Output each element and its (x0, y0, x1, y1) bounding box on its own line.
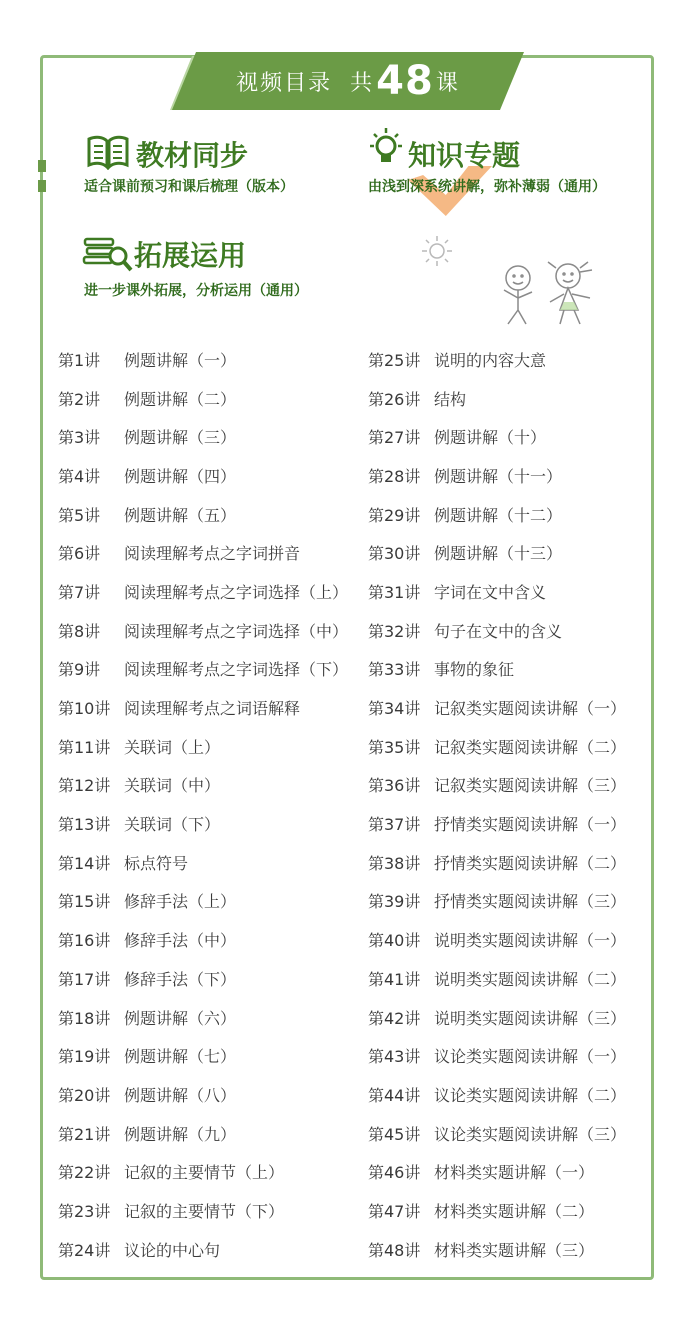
lesson-number: 第15讲 (58, 892, 111, 912)
lesson-number: 第6讲 (58, 544, 101, 564)
lesson-title: 阅读理解考点之字词选择（下） (124, 660, 349, 680)
lesson-item[interactable] (368, 650, 626, 689)
lesson-item[interactable] (58, 727, 348, 766)
lesson-title: 关联词（中） (124, 776, 221, 796)
lesson-title: 例题讲解（二） (124, 389, 237, 409)
lesson-item[interactable] (58, 572, 348, 611)
lesson-title: 例题讲解（一） (124, 350, 237, 370)
lesson-number: 第37讲 (368, 815, 421, 835)
lesson-number: 第25讲 (368, 350, 421, 370)
lesson-number: 第40讲 (368, 931, 421, 951)
lesson-number: 第42讲 (368, 1008, 421, 1028)
lesson-item[interactable] (368, 1075, 626, 1114)
lesson-item[interactable] (58, 1152, 348, 1191)
lesson-number: 第32讲 (368, 621, 421, 641)
lesson-item[interactable] (368, 379, 626, 418)
lesson-item[interactable] (58, 340, 348, 379)
lesson-number: 第3讲 (58, 428, 101, 448)
lesson-number: 第7讲 (58, 582, 101, 602)
lesson-number: 第34讲 (368, 699, 421, 719)
lesson-number: 第26讲 (368, 389, 421, 409)
lesson-title: 例题讲解（六） (124, 1008, 237, 1028)
lesson-title: 例题讲解（七） (124, 1047, 237, 1067)
lesson-title: 材料类实题讲解（三） (434, 1240, 595, 1260)
lesson-item[interactable] (368, 495, 626, 534)
lesson-item[interactable] (368, 688, 626, 727)
lesson-item[interactable] (58, 882, 348, 921)
lesson-item[interactable] (368, 611, 626, 650)
lesson-item[interactable] (368, 456, 626, 495)
lesson-item[interactable] (368, 804, 626, 843)
lesson-item[interactable] (58, 533, 348, 572)
section-subtitle-textbook: 适合课前预习和课后梳理（版本） (84, 179, 294, 195)
lesson-title: 说明类实题阅读讲解（二） (434, 969, 627, 989)
banner-lesson-count: 48 (376, 58, 434, 104)
lesson-title: 例题讲解（十二） (434, 505, 563, 525)
lesson-title: 例题讲解（九） (124, 1124, 237, 1144)
lesson-title: 关联词（下） (124, 815, 221, 835)
lesson-item[interactable] (368, 417, 626, 456)
lesson-number: 第41讲 (368, 969, 421, 989)
lesson-title: 议论类实题阅读讲解（一） (434, 1047, 627, 1067)
lesson-item[interactable] (368, 1114, 626, 1153)
lesson-item[interactable] (58, 1230, 348, 1269)
lesson-title: 例题讲解（十） (434, 428, 547, 448)
lesson-number: 第48讲 (368, 1240, 421, 1260)
lesson-item[interactable] (368, 1191, 626, 1230)
banner-suffix: 课 (435, 70, 460, 96)
banner-prefix: 视频目录 共 (236, 70, 375, 96)
lesson-title: 字词在文中含义 (434, 582, 547, 602)
lesson-item[interactable] (368, 1152, 626, 1191)
lesson-title: 记叙类实题阅读讲解（二） (434, 737, 627, 757)
open-book-icon (86, 134, 130, 170)
lesson-title: 例题讲解（十一） (434, 466, 563, 486)
lesson-number: 第19讲 (58, 1047, 111, 1067)
frame-notch (38, 160, 46, 172)
lesson-item[interactable] (368, 882, 626, 921)
lesson-title: 记叙的主要情节（下） (124, 1201, 285, 1221)
lesson-number: 第24讲 (58, 1240, 111, 1260)
lesson-item[interactable] (368, 727, 626, 766)
lesson-number: 第12讲 (58, 776, 111, 796)
lesson-item[interactable] (368, 1230, 626, 1269)
lesson-item[interactable] (368, 533, 626, 572)
lesson-number: 第16讲 (58, 931, 111, 951)
lesson-number: 第39讲 (368, 892, 421, 912)
lesson-title: 记叙类实题阅读讲解（三） (434, 776, 627, 796)
lesson-title: 说明类实题阅读讲解（三） (434, 1008, 627, 1028)
lesson-number: 第29讲 (368, 505, 421, 525)
sun-icon (420, 234, 454, 268)
lesson-item[interactable] (58, 379, 348, 418)
lesson-number: 第47讲 (368, 1201, 421, 1221)
lesson-number: 第38讲 (368, 853, 421, 873)
lesson-number: 第14讲 (58, 853, 111, 873)
lesson-item[interactable] (368, 959, 626, 998)
lesson-title: 例题讲解（三） (124, 428, 237, 448)
section-subtitle-extension: 进一步课外拓展，分析运用（通用） (84, 283, 308, 299)
lesson-item[interactable] (368, 572, 626, 611)
lesson-number: 第35讲 (368, 737, 421, 757)
section-title-topics: 知识专题 (408, 139, 521, 172)
lesson-title: 例题讲解（八） (124, 1085, 237, 1105)
lesson-title: 句子在文中的含义 (434, 621, 563, 641)
lesson-item[interactable] (58, 688, 348, 727)
lesson-item[interactable] (58, 650, 348, 689)
lesson-title: 例题讲解（五） (124, 505, 237, 525)
lesson-item[interactable] (58, 495, 348, 534)
lesson-number: 第36讲 (368, 776, 421, 796)
lesson-title: 材料类实题讲解（一） (434, 1163, 595, 1183)
lesson-number: 第46讲 (368, 1163, 421, 1183)
lesson-title: 议论类实题阅读讲解（二） (434, 1085, 627, 1105)
lesson-item[interactable] (58, 959, 348, 998)
lesson-title: 说明的内容大意 (434, 350, 547, 370)
lesson-item[interactable] (58, 1075, 348, 1114)
lightbulb-icon (366, 126, 406, 170)
lesson-number: 第20讲 (58, 1085, 111, 1105)
lesson-item[interactable] (58, 1114, 348, 1153)
lesson-title: 结构 (434, 389, 467, 409)
lesson-number: 第33讲 (368, 660, 421, 680)
lesson-title: 抒情类实题阅读讲解（二） (434, 853, 627, 873)
lesson-number: 第5讲 (58, 505, 101, 525)
lesson-number: 第10讲 (58, 699, 111, 719)
lesson-number: 第43讲 (368, 1047, 421, 1067)
lesson-number: 第23讲 (58, 1201, 111, 1221)
section-title-extension: 拓展运用 (134, 239, 247, 272)
lesson-number: 第28讲 (368, 466, 421, 486)
lesson-item[interactable] (58, 804, 348, 843)
lesson-title: 记叙的主要情节（上） (124, 1163, 285, 1183)
lesson-number: 第18讲 (58, 1008, 111, 1028)
lesson-list-right (368, 340, 626, 1269)
lesson-number: 第4讲 (58, 466, 101, 486)
lesson-title: 阅读理解考点之字词选择（上） (124, 582, 349, 602)
lesson-item[interactable] (58, 920, 348, 959)
section-title-textbook: 教材同步 (136, 139, 249, 172)
lesson-item[interactable] (368, 1036, 626, 1075)
lesson-title: 阅读理解考点之字词拼音 (124, 544, 301, 564)
lesson-item[interactable] (58, 1036, 348, 1075)
lesson-number: 第27讲 (368, 428, 421, 448)
books-magnifier-icon (82, 234, 134, 276)
lesson-title: 抒情类实题阅读讲解（三） (434, 892, 627, 912)
banner-title (172, 52, 524, 110)
lesson-item[interactable] (58, 417, 348, 456)
lesson-number: 第1讲 (58, 350, 101, 370)
kids-illustration (494, 258, 610, 330)
frame-notch (38, 180, 46, 192)
lesson-item[interactable] (58, 998, 348, 1037)
lesson-number: 第44讲 (368, 1085, 421, 1105)
lesson-item[interactable] (58, 843, 348, 882)
lesson-title: 抒情类实题阅读讲解（一） (434, 815, 627, 835)
lesson-number: 第21讲 (58, 1124, 111, 1144)
lesson-number: 第11讲 (58, 737, 111, 757)
lesson-number: 第8讲 (58, 621, 101, 641)
lesson-number: 第17讲 (58, 969, 111, 989)
lesson-title: 材料类实题讲解（二） (434, 1201, 595, 1221)
lesson-item[interactable] (368, 340, 626, 379)
lesson-title: 议论类实题阅读讲解（三） (434, 1124, 627, 1144)
lesson-title: 例题讲解（十三） (434, 544, 563, 564)
lesson-number: 第2讲 (58, 389, 101, 409)
lesson-title: 修辞手法（上） (124, 892, 237, 912)
lesson-number: 第13讲 (58, 815, 111, 835)
lesson-number: 第22讲 (58, 1163, 111, 1183)
lesson-title: 修辞手法（中） (124, 931, 237, 951)
lesson-title: 记叙类实题阅读讲解（一） (434, 699, 627, 719)
lesson-title: 阅读理解考点之词语解释 (124, 699, 301, 719)
lesson-number: 第9讲 (58, 660, 101, 680)
lesson-title: 阅读理解考点之字词选择（中） (124, 621, 349, 641)
lesson-title: 事物的象征 (434, 660, 515, 680)
lesson-item[interactable] (58, 456, 348, 495)
lesson-item[interactable] (58, 611, 348, 650)
lesson-title: 修辞手法（下） (124, 969, 237, 989)
lesson-title: 议论的中心句 (124, 1240, 221, 1260)
lesson-title: 例题讲解（四） (124, 466, 237, 486)
section-subtitle-topics: 由浅到深系统讲解，弥补薄弱（通用） (368, 179, 606, 195)
lesson-list-left (58, 340, 348, 1269)
lesson-item[interactable] (58, 766, 348, 805)
lesson-title: 标点符号 (124, 853, 189, 873)
lesson-item[interactable] (368, 920, 626, 959)
lesson-item[interactable] (368, 998, 626, 1037)
lesson-number: 第31讲 (368, 582, 421, 602)
lesson-title: 关联词（上） (124, 737, 221, 757)
lesson-title: 说明类实题阅读讲解（一） (434, 931, 627, 951)
lesson-item[interactable] (368, 766, 626, 805)
lesson-number: 第45讲 (368, 1124, 421, 1144)
lesson-item[interactable] (58, 1191, 348, 1230)
lesson-item[interactable] (368, 843, 626, 882)
lesson-number: 第30讲 (368, 544, 421, 564)
